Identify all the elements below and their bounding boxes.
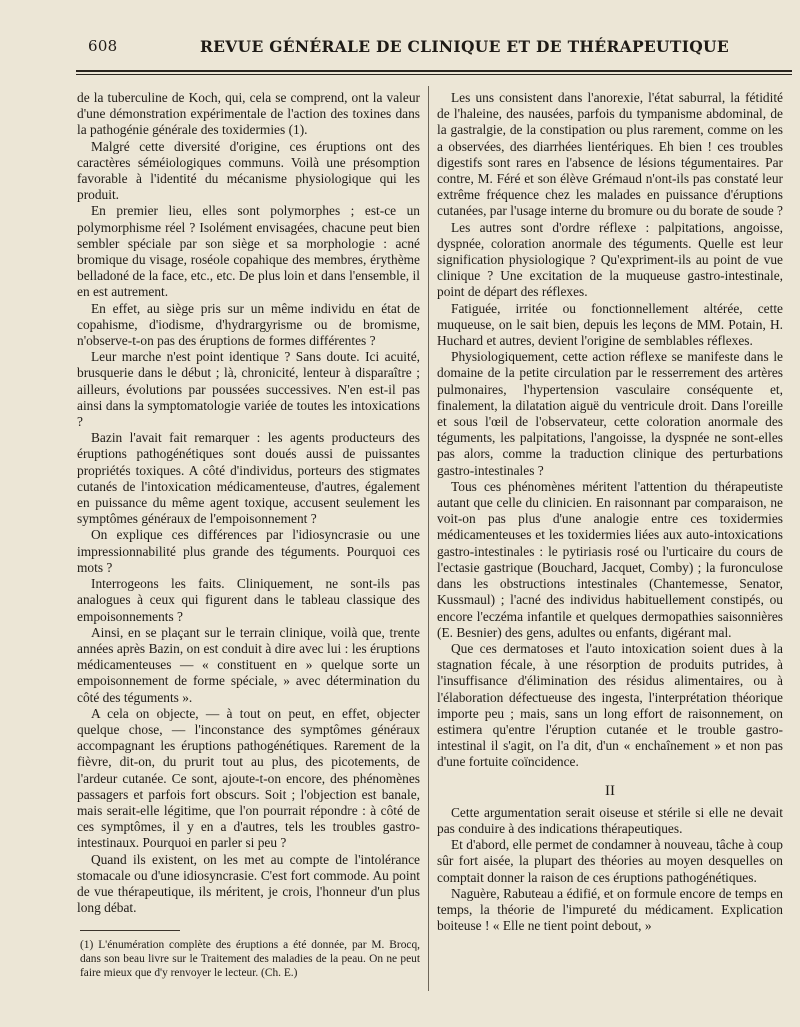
section-number: II	[605, 782, 615, 799]
paragraph: Les uns consistent dans l'anorexie, l'état saburral, la fétidité de l'haleine, des nausées, parfois du tympanisme abdominal, de la gastralgie, de la constipation ou plus rarement, comme on les a observées, des diarrhées lientériques. Eh bien ! ces troubles digestifs sont rares en l'absence de lésions tégumentaires. Par contre, M. Féré et son élève Grémaud n'ont-ils pas constaté leur extrême fréquence chez les malades en puissance d'éruptions cutanées, par l'usage interne du bromure ou du borate de soude ?	[437, 90, 783, 219]
paragraph: En premier lieu, elles sont polymorphes ; est-ce un polymorphisme réel ? Isolément envisagées, chacune peut bien sembler spéciale par son siège et sa morphologie : acné bromique du visage, roséole copahique des membres, érythème belladoné de la face, etc., etc. De plus loin et dans l'ensemble, il en est autrement.	[77, 203, 420, 300]
paragraph: Naguère, Rabuteau a édifié, et on formule encore de temps en temps, la théorie de l'impureté du médicament. Explication boiteuse ! « Elle ne tient point debout, »	[437, 885, 783, 934]
paragraph: A cela on objecte, — à tout on peut, en effet, objecter quelque chose, — l'inconstance des symptômes généraux accompagnant les éruptions pathogénétiques. Rarement de la fièvre, dit-on, du prurit tout au plus, des picotements, de l'ardeur cutanée. Ce sont, ajoute-t-on encore, des phénomènes passagers et parfois fort obscurs. Soit ; l'objection est banale, mais serait-elle légitime, que l'on pourrait répondre : à côté de ces symptômes, il y en a d'autres, tels les troubles gastro-intestinaux. Pourquoi en parler si peu ?	[77, 705, 420, 851]
paragraph: Interrogeons les faits. Cliniquement, ne sont-ils pas analogues à ceux qui figurent dans le tableau classique des empoisonnements ?	[77, 576, 420, 624]
paragraph: Cette argumentation serait oiseuse et stérile si elle ne devait pas conduire à des indications thérapeutiques.	[437, 804, 783, 836]
page-header	[88, 34, 788, 58]
header-rule-thin	[76, 74, 792, 75]
right-column	[437, 90, 783, 934]
paragraph: Que ces dermatoses et l'auto intoxication soient dues à la stagnation fécale, à une résorption de produits putrides, à l'insuffisance d'élimination des résidus alimentaires, ou à l'élaboration défectueuse des ingesta, l'interprétation théorique importe peu ; mais, sans un long effort de raisonnement, on estimera qu'entre l'éruption cutanée et le trouble gastro-intestinal il s'agit, on l'a dit, d'un « enchaînement » et non pas d'une fortuite coïncidence.	[437, 640, 783, 770]
paragraph: Ainsi, en se plaçant sur le terrain clinique, voilà que, trente années après Bazin, on est conduit à dire avec lui : les éruptions médicamenteuses — « constituent en » quelque sorte un empoisonnement de forme spéciale, » avec détermination du côté des téguments ».	[77, 624, 420, 705]
paragraph: On explique ces différences par l'idiosyncrasie ou une impressionnabilité plus grande des téguments. Pourquoi ces mots ?	[77, 527, 420, 575]
running-title: REVUE GÉNÉRALE DE CLINIQUE ET DE THÉRAPEUTIQUE	[200, 37, 729, 56]
paragraph: Fatiguée, irritée ou fonctionnellement altérée, cette muqueuse, on le sait bien, depuis les leçons de MM. Potain, H. Huchard et autres, devient l'origine de semblables réflexes.	[437, 300, 783, 349]
left-column	[77, 90, 420, 916]
paragraph: Physiologiquement, cette action réflexe se manifeste dans le domaine de la petite circulation par le resserrement des artères pulmonaires, l'hypertension vasculaire conséquente et, finalement, la dilatation aiguë du ventricule droit. Dans l'oreille et sous l'œil de l'observateur, cette coloration anormale des téguments, les palpitations, l'angoisse, la dyspnée ne sont-elles pas alors, comme la traduction clinique des perturbations gastro-intestinales ?	[437, 349, 783, 478]
paragraph: de la tuberculine de Koch, qui, cela se comprend, ont la valeur d'une démonstration expérimentale de l'action des toxines dans la pathogénie générale des toxidermies (1).	[77, 90, 420, 138]
footnote-rule	[80, 930, 180, 931]
paragraph: Bazin l'avait fait remarquer : les agents producteurs des éruptions pathogénétiques sont doués aussi de puissantes propriétés toxiques. A côté d'individus, porteurs des stigmates cutanés de l'intoxication médicamenteuse, d'autres, également en puissance du même agent toxique, accusent seulement les symptômes généraux de l'empoisonnement ?	[77, 430, 420, 527]
paragraph: Les autres sont d'ordre réflexe : palpitations, angoisse, dyspnée, coloration anormale des téguments. Quelle est leur signification physiologique ? Qu'expriment-ils au point de vue clinique ? Une excitation de la muqueuse gastro-intestinale, point de départ des réflexes.	[437, 219, 783, 300]
paragraph: Leur marche n'est point identique ? Sans doute. Ici acuité, brusquerie dans le début ; là, chronicité, lenteur à disparaître ; ailleurs, évolutions par poussées successives. N'en est-il pas ainsi dans la symptomatologie variée de toutes les intoxications ?	[77, 349, 420, 430]
paragraph: Tous ces phénomènes méritent l'attention du thérapeutiste autant que celle du clinicien. En raisonnant par comparaison, ne voit-on pas plus d'une analogie entre ces toxidermies médicamenteuses et les toxidermies liées aux auto-intoxications gastro-intestinales : le pytiriasis rosé ou l'urticaire du cours de l'ectasie gastrique (Bouchard, Jacquet, Comby) ; la furonculose dans les obstructions intestinales (Chantemesse, Senator, Kussmaul) ; l'acné des individus habituellement constipés, ou encore l'eczéma infantile et quelques dermopathies saisonnières (E. Besnier) des gens, adultes ou enfants, digérant mal.	[437, 478, 783, 640]
column-divider	[428, 86, 429, 991]
paragraph: Quand ils existent, on les met au compte de l'intolérance stomacale ou d'une idiosyncrasie. C'est fort commode. Au point de vue thérapeutique, ils méritent, je crois, l'honneur d'un plus long débat.	[77, 851, 420, 916]
paragraph: Et d'abord, elle permet de condamner à nouveau, tâche à coup sûr fort aisée, la plupart des théories au moyen desquelles on comptait donner la raison de ces éruptions pathogénétiques.	[437, 837, 783, 885]
paragraph: En effet, au siège pris sur un même individu en état de copahisme, d'iodisme, d'hydrargyrisme ou de bromisme, n'observe-t-on pas des éruptions de formes différentes ?	[77, 300, 420, 349]
page-number: 608	[88, 37, 118, 55]
paragraph: Malgré cette diversité d'origine, ces éruptions ont des caractères séméiologiques communs. Voilà une présomption favorable à l'identité du mécanisme physiologique qui les produit.	[77, 138, 420, 203]
header-rule	[76, 70, 792, 72]
footnote: (1) L'énumération complète des éruptions a été donnée, par M. Brocq, dans son beau livre sur le Traitement des maladies de la peau. On ne peut faire mieux que d'y renvoyer le lecteur. (Ch. E.)	[80, 939, 420, 979]
